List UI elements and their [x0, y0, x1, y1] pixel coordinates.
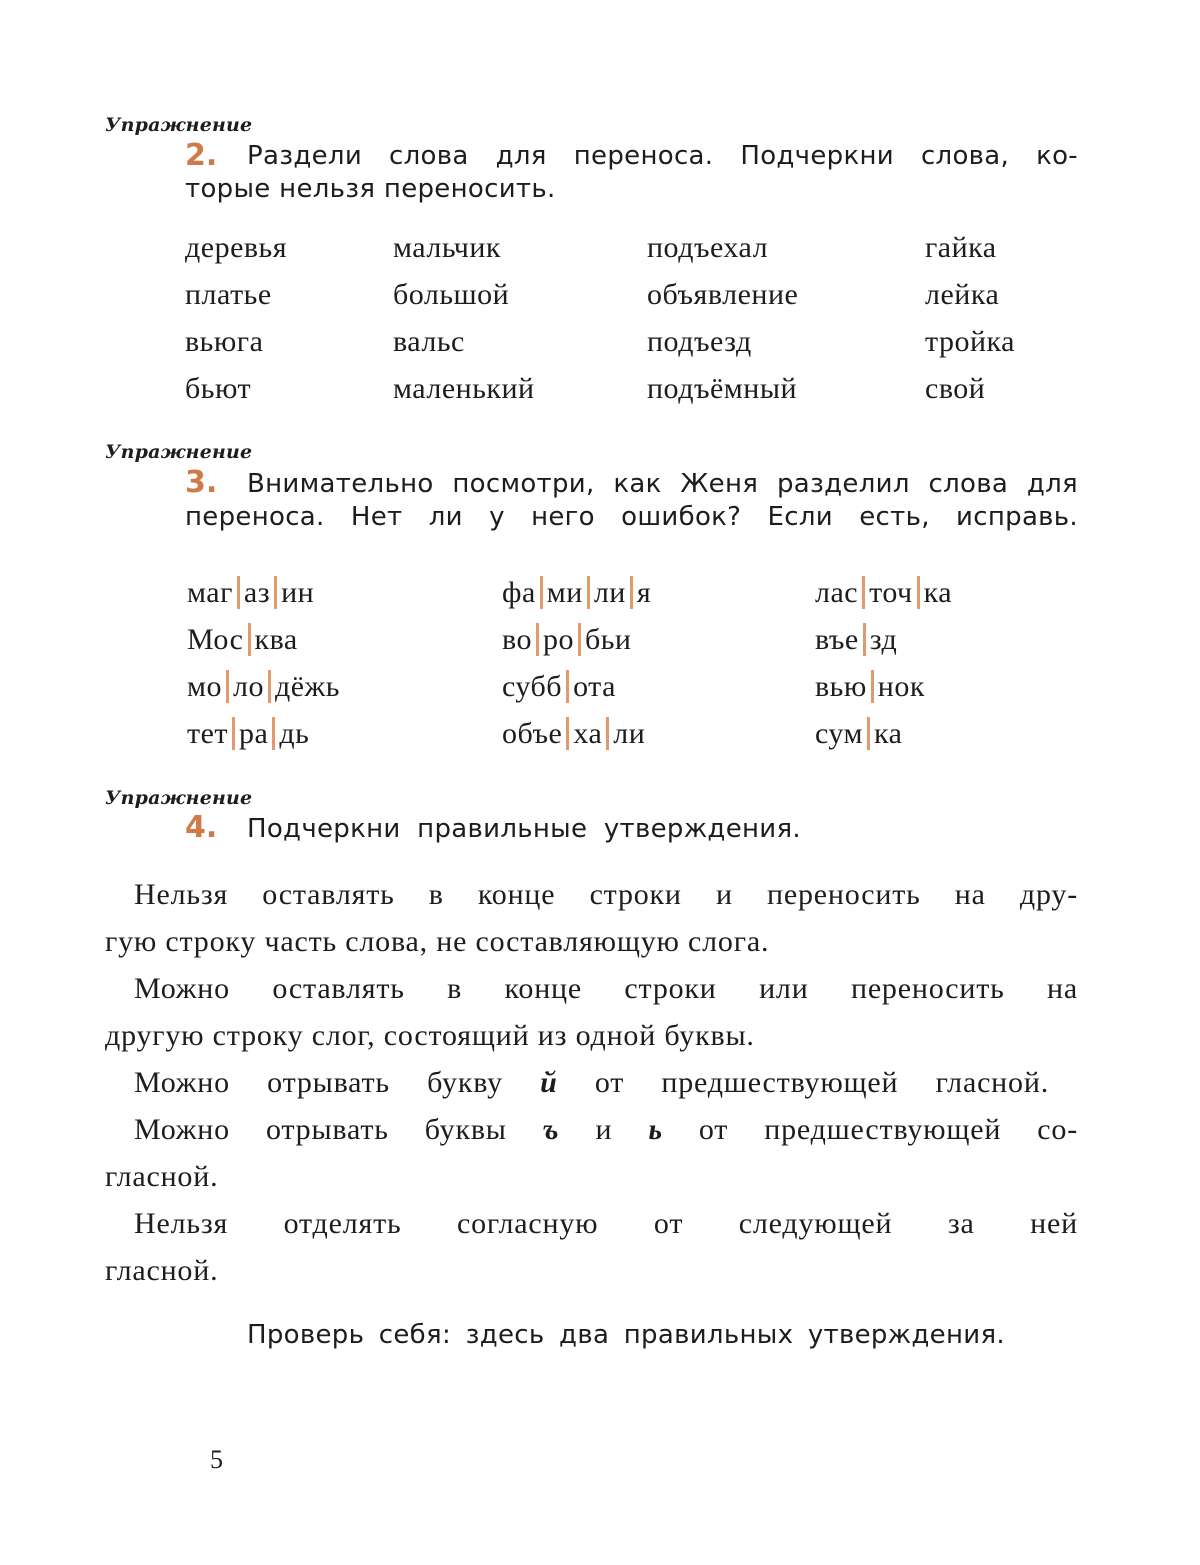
exercise-4-task: Подчеркни правильные утверждения.	[247, 814, 801, 844]
ex2-word: платье	[185, 278, 272, 311]
syllable: я	[636, 576, 652, 609]
ex2-word: вальс	[393, 325, 465, 358]
statement-3-part-1: Можно отрывать букву	[134, 1066, 503, 1099]
exercise-3-task-line-1: Внимательно посмотри, как Женя разделил слова для	[247, 469, 1078, 499]
syllable: дёжь	[274, 670, 340, 703]
letter-hard-sign: ъ	[542, 1113, 560, 1146]
syllable-divider	[630, 576, 633, 609]
statement-5-line-2: гласной.	[105, 1254, 219, 1287]
syllable: ро	[542, 623, 574, 656]
ex3-split-word	[502, 576, 651, 610]
ex2-word: тройка	[925, 325, 1015, 358]
ex2-word: мальчик	[393, 231, 501, 264]
syllable: фа	[502, 576, 536, 609]
statement-4-line-2: гласной.	[105, 1160, 219, 1193]
statement-1-line-2: гую строку часть слова, не составляющую слога.	[105, 925, 770, 958]
syllable: тет	[187, 717, 229, 750]
syllable-divider	[237, 576, 240, 609]
syllable-divider	[566, 670, 569, 703]
exercise-2-number: 2.	[185, 138, 218, 173]
syllable: дь	[279, 717, 310, 750]
syllable-divider	[917, 576, 920, 609]
syllable: ли	[593, 576, 626, 609]
exercise-2-label: Упражнение	[105, 114, 253, 136]
check-yourself: Проверь себя: здесь два правильных утверждения.	[247, 1320, 1005, 1350]
syllable-divider	[587, 576, 590, 609]
ex3-split-word	[815, 717, 902, 751]
ex2-word: деревья	[185, 231, 288, 264]
syllable-divider	[871, 670, 874, 703]
syllable: во	[502, 623, 532, 656]
statement-4-part-2: от предшествующей со-	[698, 1113, 1078, 1146]
syllable: ква	[254, 623, 298, 656]
ex3-split-word	[815, 576, 952, 610]
syllable: лас	[815, 576, 859, 609]
syllable: ло	[232, 670, 264, 703]
ex3-split-word	[815, 670, 925, 704]
statement-3	[105, 1066, 1049, 1100]
ex3-split-word	[502, 717, 645, 751]
syllable-divider	[226, 670, 229, 703]
syllable: маг	[187, 576, 233, 609]
ex3-split-word	[187, 623, 298, 657]
syllable-divider	[540, 576, 543, 609]
syllable: Мос	[187, 623, 244, 656]
ex2-word: большой	[393, 278, 510, 311]
syllable: ка	[874, 717, 903, 750]
syllable-divider	[606, 717, 609, 750]
syllable: субб	[502, 670, 563, 703]
syllable: зд	[869, 623, 898, 656]
statement-1-line-1: Нельзя оставлять в конце строки и переносить на дру-	[134, 878, 1078, 911]
syllable: аз	[243, 576, 271, 609]
exercise-3-label: Упражнение	[105, 441, 253, 463]
ex2-word: объявление	[647, 278, 799, 311]
statement-2-line-2: другую строку слог, состоящий из одной буквы.	[105, 1019, 755, 1052]
exercise-4-number: 4.	[185, 810, 218, 845]
syllable: ха	[573, 717, 603, 750]
ex2-word: вьюга	[185, 325, 264, 358]
exercise-2-task-line-1: Раздели слова для переноса. Подчеркни слова, ко-	[247, 141, 1078, 171]
syllable: точ	[869, 576, 913, 609]
syllable: ин	[281, 576, 315, 609]
ex2-word: бьют	[185, 372, 252, 405]
syllable-divider	[566, 717, 569, 750]
letter-soft-sign: ь	[648, 1113, 663, 1146]
syllable: ка	[923, 576, 953, 609]
exercise-4-label: Упражнение	[105, 787, 253, 809]
syllable: ми	[546, 576, 583, 609]
ex2-word: маленький	[393, 372, 535, 405]
statement-4-line-1	[105, 1113, 1078, 1147]
syllable: ра	[239, 717, 269, 750]
exercise-3-number: 3.	[185, 465, 218, 500]
ex3-split-word	[502, 623, 631, 657]
statement-2-line-1: Можно оставлять в конце строки или переносить на	[134, 972, 1078, 1005]
ex2-word: подъёмный	[647, 372, 798, 405]
syllable-divider	[863, 623, 866, 656]
letter-short-i: й	[540, 1066, 558, 1099]
syllable: ли	[613, 717, 646, 750]
syllable-divider	[272, 717, 275, 750]
syllable: бьи	[584, 623, 632, 656]
statement-4-and: и	[595, 1113, 613, 1146]
syllable: сум	[815, 717, 864, 750]
statement-3-part-2: от предшествующей гласной.	[594, 1066, 1049, 1099]
ex2-word: подъехал	[647, 231, 769, 264]
ex3-split-word	[187, 576, 314, 610]
syllable-divider	[867, 717, 870, 750]
syllable-divider	[274, 576, 277, 609]
ex3-split-word	[187, 670, 340, 704]
statement-5-line-1: Нельзя отделять согласную от следующей за ней	[134, 1207, 1078, 1240]
syllable: вью	[815, 670, 867, 703]
syllable: ота	[573, 670, 616, 703]
ex2-word: гайка	[925, 231, 997, 264]
ex3-split-word	[187, 717, 309, 751]
page-number: 5	[210, 1445, 223, 1474]
ex2-word: лейка	[925, 278, 1000, 311]
exercise-2-task-line-2: торые нельзя переносить.	[185, 174, 556, 204]
syllable: мо	[187, 670, 222, 703]
syllable-divider	[536, 623, 539, 656]
ex3-split-word	[815, 623, 897, 657]
syllable: нок	[877, 670, 925, 703]
syllable-divider	[232, 717, 235, 750]
syllable-divider	[862, 576, 865, 609]
syllable-divider	[268, 670, 271, 703]
syllable: въе	[815, 623, 859, 656]
exercise-3-task-line-2: переноса. Нет ли у него ошибок? Если есть, исправь.	[185, 502, 1078, 532]
statement-4-part-1: Можно отрывать буквы	[134, 1113, 507, 1146]
ex2-word: подъезд	[647, 325, 752, 358]
syllable-divider	[578, 623, 581, 656]
ex3-split-word	[502, 670, 616, 704]
ex2-word: свой	[925, 372, 986, 405]
syllable-divider	[248, 623, 251, 656]
syllable: объе	[502, 717, 563, 750]
